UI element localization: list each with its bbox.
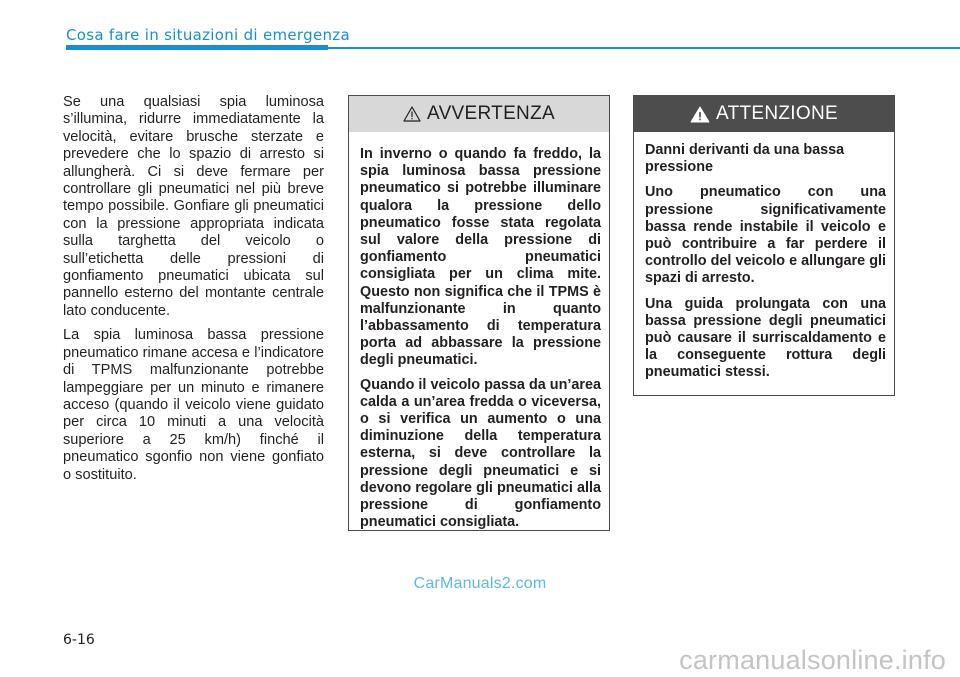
attention-paragraph: Uno pneumatico con una pressione significativamente bassa rende instabile il veicolo e può contribuire a far perdere il controllo del veicolo e allungare gli spazi di arresto. [645, 184, 886, 287]
body-paragraph: La spia luminosa bassa pressione pneumatico rimane accesa e l’indicatore di TPMS malfunzionante potrebbe lampeggiare per un minuto e rimanere acceso (quando il veicolo viene guidato per circa 10 minuti a una velocità superiore a 25 km/h) finché il pneumatico sgonfio non viene gonfiato o sostituito. [63, 327, 324, 483]
warning-triangle-icon [403, 106, 421, 122]
body-paragraph: Se una qualsiasi spia luminosa s’illumina, ridurre immediatamente la velocità, evitare brusche sterzate e prevedere che lo spazio di arresto si allungherà. Ci si deve fermare per controllare gli pneumatici nel più breve tempo possibile. Gonfiare gli pneumatici con la pressione appropriata indicata sulla targhetta del veicolo o sull’etichetta delle pressioni di gonfiamento pneumatici ubicata sul pannello esterno del montante centrale lato conducente. [63, 94, 324, 319]
watermark: CarManuals2.com [413, 575, 547, 592]
warning-box-title: AVVERTENZA [427, 103, 555, 124]
attention-box-title: ATTENZIONE [716, 103, 838, 124]
warning-box [348, 95, 610, 531]
header-rule-thick [66, 45, 328, 50]
attention-box-body [634, 132, 894, 382]
warning-box-body [349, 132, 609, 531]
warning-paragraph: Quando il veicolo passa da un’area calda a un’area fredda o viceversa, o si verifica un aumento o una diminuzione della temperatura esterna, si deve controllare la pressione degli pneumatici e si devono regolare gli pneumatici alla pressione di gonfiamento pneumatici consigliata. [360, 376, 601, 531]
footer-site-mark: carmanualsonline.info [679, 645, 946, 675]
header-rule-thin [328, 47, 960, 49]
attention-box-header [634, 96, 894, 132]
warning-triangle-filled-icon [690, 106, 710, 123]
page-number: 6-16 [63, 632, 95, 648]
warning-box-header [349, 96, 609, 132]
attention-heading: Danni derivanti da una bassa pressione [645, 142, 845, 176]
body-text-column [63, 94, 324, 491]
attention-box [633, 95, 895, 396]
warning-paragraph: In inverno o quando fa freddo, la spia luminosa bassa pressione pneumatico si potrebbe illuminare qualora la pressione dello pneumatico fosse stata regolata sul valore della pressione di gonfiamento pneumatici consigliata per un clima mite. Questo non significa che il TPMS è malfunzionante in quanto l’abbassamento di temperatura porta ad abbassare la pressione degli pneumatici. [360, 146, 601, 369]
attention-paragraph: Una guida prolungata con una bassa pressione degli pneumatici può causare il surriscaldamento e la conseguente rottura degli pneumatici stessi. [645, 295, 886, 381]
section-title: Cosa fare in situazioni di emergenza [66, 26, 350, 44]
